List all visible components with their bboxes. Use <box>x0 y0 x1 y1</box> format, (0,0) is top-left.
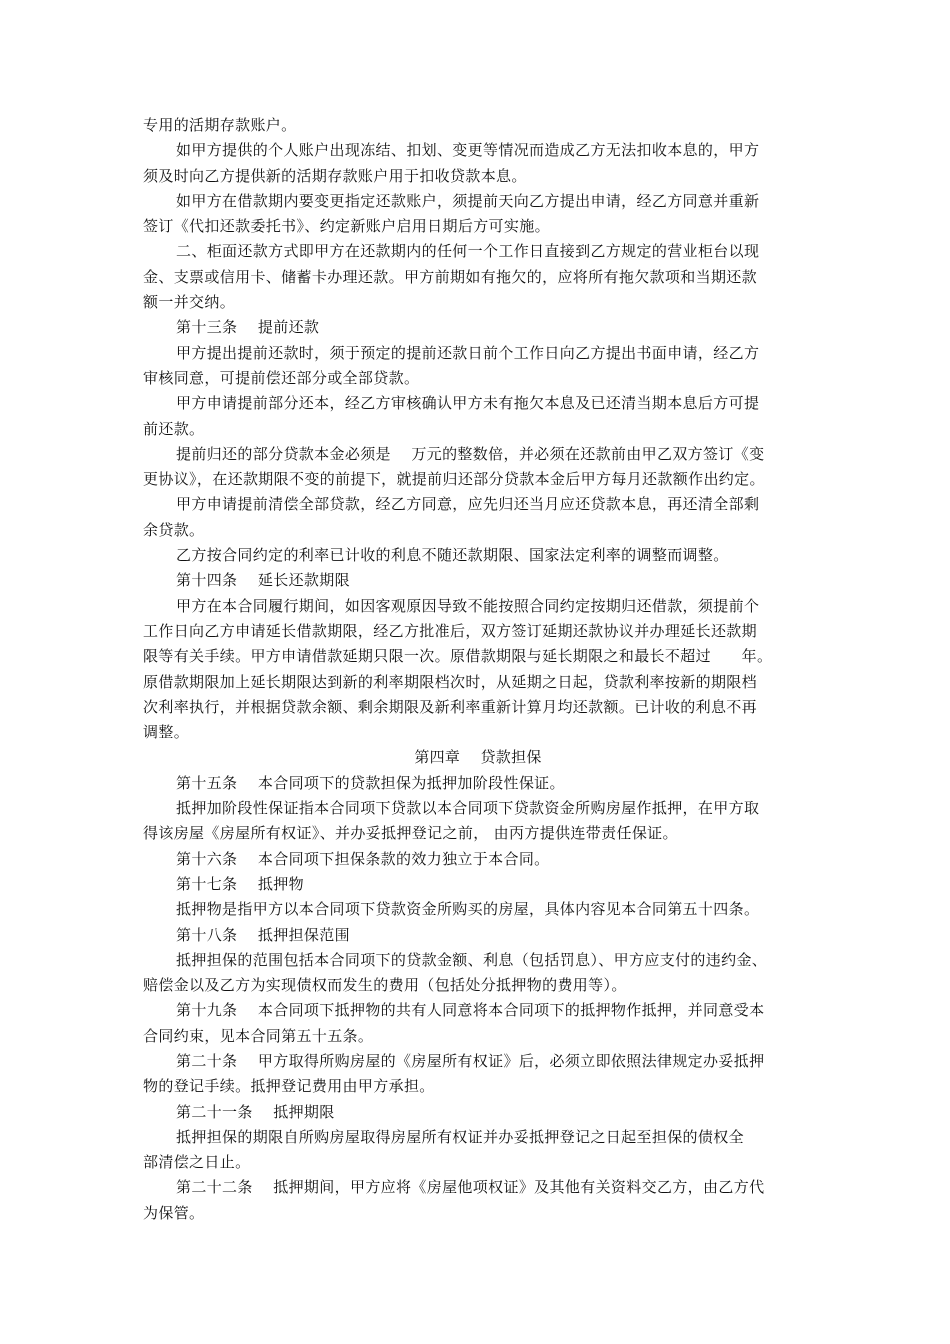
paragraph-line: 更协议》，在还款期限不变的前提下，就提前归还部分贷款本金后甲方每月还款额作出约定。 <box>143 470 765 489</box>
chapter-heading: 第四章 贷款担保 <box>414 748 542 767</box>
paragraph-line: 得该房屋《房屋所有权证》、并办妥抵押登记之前， 由丙方提供连带责任保证。 <box>143 824 678 843</box>
paragraph-line: 抵押加阶段性保证指本合同项下贷款以本合同项下贷款资金所购房屋作抵押，在甲方取 <box>176 799 760 818</box>
paragraph-line: 抵押担保的期限自所购房屋取得房屋所有权证并办妥抵押登记之日起至担保的债权全 <box>176 1127 744 1146</box>
paragraph-line: 额一并交纳。 <box>143 293 236 312</box>
paragraph-line: 乙方按合同约定的利率已计收的利息不随还款期限、国家法定利率的调整而调整。 <box>176 546 729 565</box>
document-page <box>143 113 813 1226</box>
article-heading: 第二十条 甲方取得所购房屋的《房屋所有权证》后，必须立即依照法律规定办妥抵押 <box>176 1051 765 1070</box>
paragraph-line: 为保管。 <box>143 1203 205 1222</box>
paragraph-line: 前还款。 <box>143 419 205 438</box>
paragraph-line: 如甲方提供的个人账户出现冻结、扣划、变更等情况而造成乙方无法扣收本息的，甲方 <box>176 141 760 160</box>
paragraph-line: 签订《代扣还款委托书》、约定新账户启用日期后方可实施。 <box>143 217 550 236</box>
paragraph-line: 赔偿金以及乙方为实现债权而发生的费用（包括处分抵押物的费用等）。 <box>143 976 627 995</box>
article-heading: 第十四条 延长还款期限 <box>176 571 350 590</box>
article-heading: 第二十二条 抵押期间，甲方应将《房屋他项权证》及其他有关资料交乙方，由乙方代 <box>176 1178 765 1197</box>
article-heading: 第十三条 提前还款 <box>176 318 320 337</box>
paragraph-line: 甲方提出提前还款时，须于预定的提前还款日前个工作日向乙方提出书面申请，经乙方 <box>176 343 760 362</box>
paragraph-line: 抵押物是指甲方以本合同项下贷款资金所购买的房屋，具体内容见本合同第五十四条。 <box>176 900 760 919</box>
article-heading: 第十五条 本合同项下的贷款担保为抵押加阶段性保证。 <box>176 773 565 792</box>
paragraph-line: 如甲方在借款期内要变更指定还款账户，须提前天向乙方提出申请，经乙方同意并重新 <box>176 191 760 210</box>
paragraph-line: 专用的活期存款账户。 <box>143 116 297 134</box>
paragraph-line: 须及时向乙方提供新的活期存款账户用于扣收贷款本息。 <box>143 166 527 185</box>
paragraph-line: 部清偿之日止。 <box>143 1153 251 1172</box>
paragraph-line: 提前归还的部分贷款本金必须是 万元的整数倍，并必须在还款前由甲乙双方签订《变 <box>176 444 765 463</box>
article-heading: 第十七条 抵押物 <box>176 874 304 893</box>
paragraph-line: 审核同意，可提前偿还部分或全部贷款。 <box>143 368 420 387</box>
paragraph-line: 原借款期限加上延长期限达到新的利率期限档次时，从延期之日起，贷款利率按新的期限档 <box>143 672 758 691</box>
paragraph-line: 调整。 <box>143 723 190 742</box>
article-heading: 第十八条 抵押担保范围 <box>176 925 350 944</box>
paragraph-line: 甲方申请提前清偿全部贷款，经乙方同意，应先归还当月应还贷款本息，再还清全部剩 <box>176 495 760 514</box>
paragraph-line: 物的登记手续。抵押登记费用由甲方承担。 <box>143 1077 435 1096</box>
paragraph-line: 余贷款。 <box>143 520 205 539</box>
article-heading: 第十六条 本合同项下担保条款的效力独立于本合同。 <box>176 849 550 868</box>
paragraph-line: 工作日向乙方申请延长借款期限，经乙方批准后，双方签订延期还款协议并办理延长还款期 <box>143 621 758 640</box>
paragraph-line: 二、柜面还款方式即甲方在还款期内的任何一个工作日直接到乙方规定的营业柜台以现 <box>176 242 760 261</box>
paragraph-line: 抵押担保的范围包括本合同项下的贷款金额、利息（包括罚息）、甲方应支付的违约金、 <box>176 950 768 969</box>
paragraph-line: 甲方在本合同履行期间，如因客观原因导致不能按照合同约定按期归还借款，须提前个 <box>176 596 760 615</box>
article-heading: 第十九条 本合同项下抵押物的共有人同意将本合同项下的抵押物作抵押，并同意受本 <box>176 1001 765 1020</box>
paragraph-line: 金、支票或信用卡、储蓄卡办理还款。甲方前期如有拖欠的，应将所有拖欠款项和当期还款 <box>143 267 758 286</box>
article-heading: 第二十一条 抵押期限 <box>176 1102 335 1121</box>
paragraph-line: 限等有关手续。甲方申请借款延期只限一次。原借款期限与延长期限之和最长不超过 年。 <box>143 647 773 666</box>
paragraph-line: 合同约束，见本合同第五十五条。 <box>143 1026 374 1045</box>
paragraph-line: 次利率执行，并根据贷款余额、剩余期限及新利率重新计算月均还款额。已计收的利息不再 <box>143 697 758 716</box>
paragraph-line: 甲方申请提前部分还本，经乙方审核确认甲方未有拖欠本息及已还清当期本息后方可提 <box>176 394 760 413</box>
